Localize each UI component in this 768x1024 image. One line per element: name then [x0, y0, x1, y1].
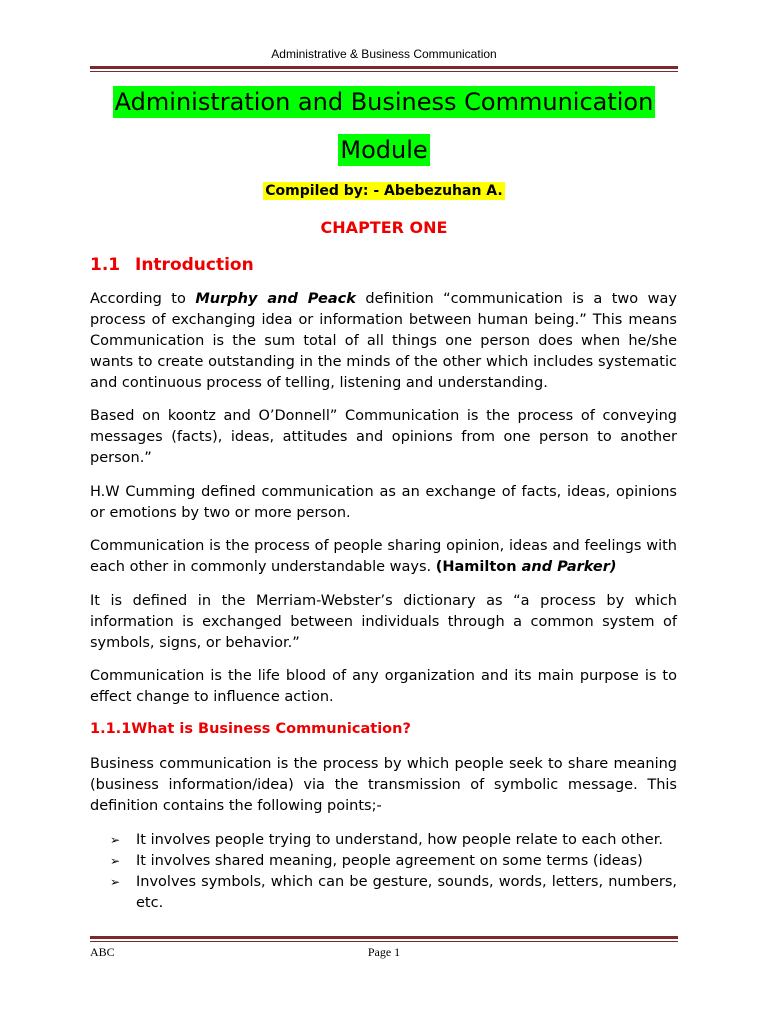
subsection-number: 1.1.1 — [90, 721, 132, 737]
running-header: Administrative & Business Communication — [271, 47, 497, 61]
page-number: Page 1 — [367, 945, 401, 959]
p4-cite-name: (Hamilton — [435, 559, 522, 575]
chapter-heading: CHAPTER ONE — [320, 218, 448, 237]
document-title-continued — [0, 136, 768, 164]
title-line-1: Administration and Business Communication — [114, 88, 654, 116]
footer-label: ABC — [90, 945, 115, 959]
paragraph-business-communication: Business communication is the process by which people seek to share meaning (business information/idea) via the transmission of symbolic message. This definition contains the following points;- — [90, 756, 677, 814]
arrow-bullet-icon: ➢ — [110, 833, 121, 847]
paragraph-hamilton-parker — [90, 536, 677, 578]
compiled-by-line — [0, 183, 768, 199]
p4-cite-italic: and Parker) — [521, 559, 617, 575]
paragraph-life-blood: Communication is the life blood of any organization and its main purpose is to effect change to influence action. — [90, 668, 677, 705]
paragraph-murphy-peack — [90, 289, 677, 394]
list-item — [110, 830, 677, 851]
header-rule — [90, 66, 678, 72]
arrow-bullet-icon: ➢ — [110, 854, 121, 868]
list-item-text: It involves shared meaning, people agreement on some terms (ideas) — [136, 853, 643, 869]
title-line-2: Module — [340, 136, 428, 164]
points-list — [110, 830, 677, 914]
p1-text-start: According to — [90, 291, 196, 307]
paragraph-koontz: Based on koontz and O’Donnell” Communication is the process of conveying messages (facts), ideas, attitudes and opinions from one person to another person.” — [90, 408, 677, 466]
p4-text: Communication is the process of people sharing opinion, ideas and feelings with each other in commonly understandable ways. — [90, 538, 677, 575]
compiled-by: Compiled by: - Abebezuhan A. — [265, 183, 503, 199]
section-title: Introduction — [135, 255, 254, 275]
subsection-heading — [90, 721, 411, 737]
list-item — [110, 851, 677, 872]
list-item-text: It involves people trying to understand, how people relate to each other. — [136, 832, 663, 848]
paragraph-cumming: H.W Cumming defined communication as an exchange of facts, ideas, opinions or emotions by two or more person. — [90, 484, 677, 521]
subsection-title: What is Business Communication? — [131, 721, 411, 737]
p1-text-rest: definition “communication is a two way process of exchanging idea or information between human being.” This means Communication is the sum total of all things one person does when he/she wants to create outstanding in the minds of the other which includes systematic and continuous process of telling, listening and understanding. — [90, 291, 677, 391]
arrow-bullet-icon: ➢ — [110, 875, 121, 889]
p4-citation — [436, 559, 617, 575]
document-title — [0, 88, 768, 116]
section-number: 1.1 — [90, 255, 121, 275]
section-heading — [90, 255, 254, 275]
list-item — [110, 872, 677, 914]
paragraph-merriam-webster: It is defined in the Merriam-Webster’s dictionary as “a process by which information is exchanged between individuals through a common system of symbols, signs, or behavior.” — [90, 593, 677, 651]
list-item-text: Involves symbols, which can be gesture, sounds, words, letters, numbers, etc. — [136, 874, 677, 911]
footer-rule — [90, 936, 678, 942]
p1-authors: Murphy and Peack — [195, 291, 356, 307]
